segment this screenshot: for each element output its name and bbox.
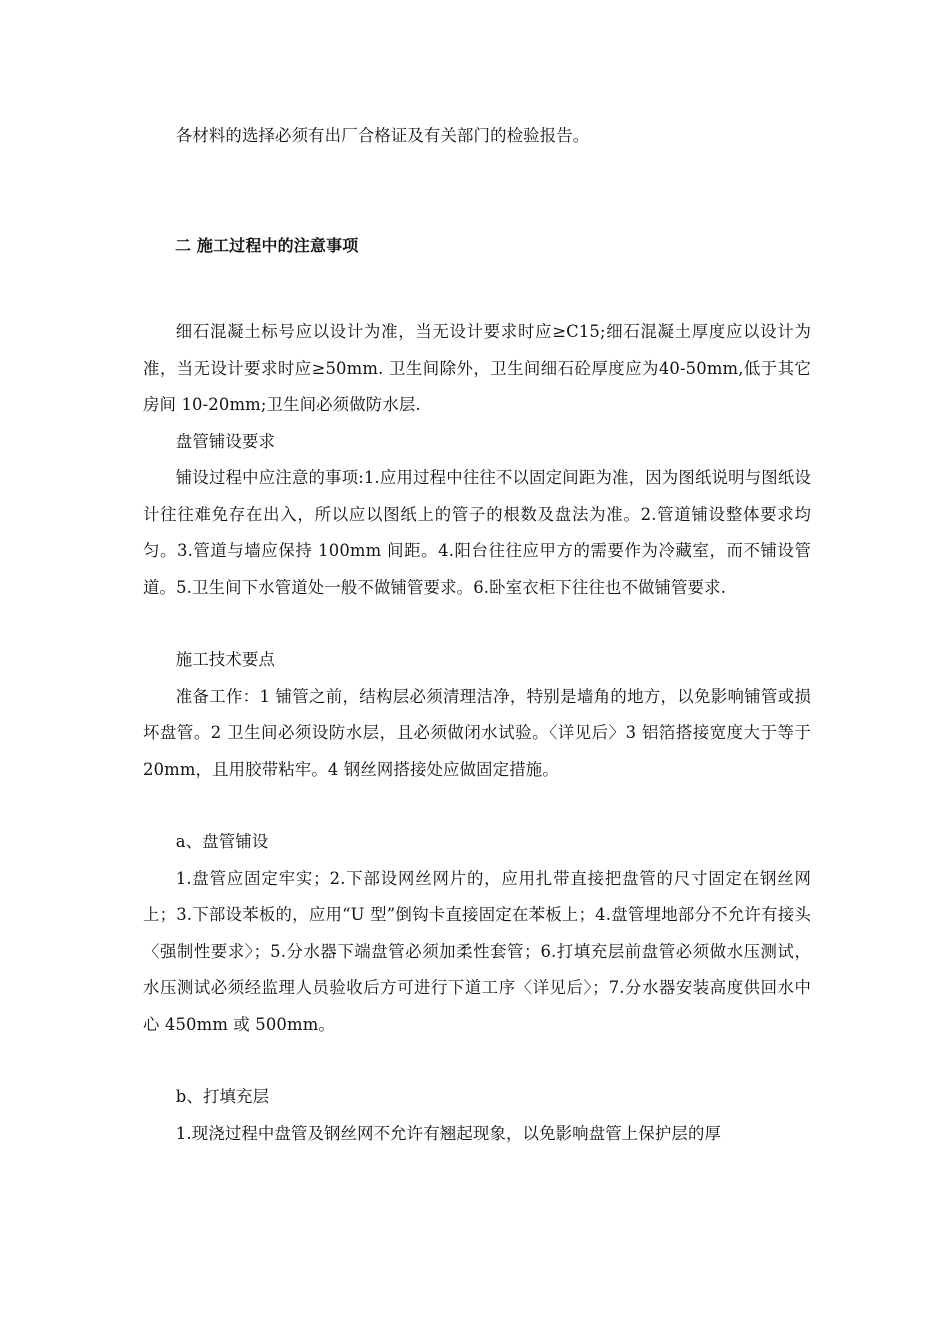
paragraph-preparation-work: 准备工作：1 铺管之前，结构层必须清理洁净，特别是墙角的地方，以免影响铺管或损坏盘管。2 卫生间必须设防水层，且必须做闭水试验。〈详见后〉3 铝箔搭接宽度大于等于 20mm，且用胶带粘牢。4 钢丝网搭接处应做固定措施。 [143,686,811,779]
document-body [143,118,811,1152]
subheading-construction-key-points: 施工技术要点 [175,650,276,669]
paragraph-filling-layer-rules: 1.现浇过程中盘管及钢丝网不允许有翘起现象，以免影响盘管上保护层的厚 [175,1123,722,1143]
subheading-b-filling-layer: b、打填充层 [175,1087,270,1106]
paragraph-concrete-spec: 细石混凝土标号应以设计为准，当无设计要求时应≥C15;细石混凝土厚度应以设计为准，当无设计要求时应≥50mm. 卫生间除外，卫生间细石砼厚度应为40-50mm,低于其它房间 10-20mm;卫生间必须做防水层. [143,322,811,414]
section-heading-2: 二 施工过程中的注意事项 [175,235,359,255]
subheading-pipe-laying-requirements: 盘管铺设要求 [175,431,276,451]
paragraph-materials-certificate: 各材料的选择必须有出厂合格证及有关部门的检验报告。 [175,126,590,145]
paragraph-laying-notes: 铺设过程中应注意的事项:1.应用过程中往往不以固定间距为准，因为图纸说明与图纸设计往往难免存在出入，所以应以图纸上的管子的根数及盘法为准。2.管道铺设整体要求均匀。3.管道与墙应保持 100mm 间距。4.阳台往往应甲方的需要作为冷藏室，而不铺设管道。5.卫生间下水管道处一般不做铺管要求。6.卧室衣柜下往往也不做铺管要求. [143,468,811,597]
subheading-a-pipe-laying: a、盘管铺设 [175,832,269,851]
paragraph-pipe-laying-rules: 1.盘管应固定牢实；2.下部设网丝网片的，应用扎带直接把盘管的尺寸固定在钢丝网上；3.下部设苯板的，应用“U 型”倒钩卡直接固定在苯板上；4.盘管埋地部分不允许有接头〈强制性要求〉；5.分水器下端盘管必须加柔性套管；6.打填充层前盘管必须做水压测试，水压测试必须经监理人员验收后方可进行下道工序〈详见后〉；7.分水器安装高度供回水中心 450mm 或 500mm。 [143,868,811,1034]
